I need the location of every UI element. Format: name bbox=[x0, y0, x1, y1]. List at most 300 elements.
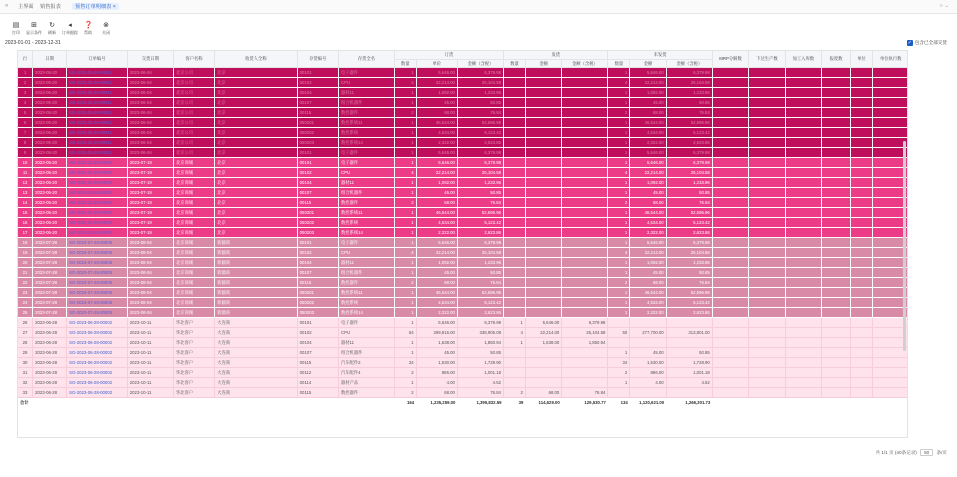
cell-no[interactable]: SO-2023-07-28-00005 bbox=[67, 277, 128, 287]
cell-no[interactable]: SO-2023-05-20-00011 bbox=[67, 107, 128, 117]
cell-ddate: 2023-10-11 bbox=[127, 327, 173, 337]
cell-empty bbox=[749, 287, 785, 297]
cell-empty bbox=[785, 207, 821, 217]
cell-ua: 50.85 bbox=[666, 187, 712, 197]
cell-no[interactable]: SO-2023-07-28-00005 bbox=[67, 257, 128, 267]
cell-empty bbox=[785, 307, 821, 317]
table-row[interactable] bbox=[18, 127, 908, 137]
group-header-ordered: 订货 bbox=[394, 51, 503, 59]
cell-empty bbox=[851, 147, 873, 157]
cell-sq bbox=[504, 127, 526, 137]
table-row[interactable] bbox=[18, 97, 908, 107]
cell-p: 45.00 bbox=[416, 97, 457, 107]
table-row[interactable] bbox=[18, 257, 908, 267]
cell-empty bbox=[822, 237, 851, 247]
cell-no[interactable]: SO-2023-05-20-00011 bbox=[67, 67, 128, 77]
column-header[interactable]: 数量 bbox=[608, 59, 630, 67]
column-header[interactable]: 加工入库数 bbox=[785, 51, 821, 67]
close-button[interactable] bbox=[95, 22, 117, 36]
cell-up: 46,544.00 bbox=[630, 117, 666, 127]
cell-no[interactable]: SO-2023-05-20-00008 bbox=[67, 227, 128, 237]
column-header[interactable]: 客户名称 bbox=[173, 51, 214, 67]
cell-no[interactable]: SO-2023-06-28-00002 bbox=[67, 337, 128, 347]
column-header[interactable]: 单位执行数 bbox=[872, 51, 908, 67]
cell-p: 1,092.00 bbox=[416, 177, 457, 187]
cell-empty bbox=[749, 67, 785, 77]
cell-n: 6 bbox=[18, 117, 33, 127]
cell-name: 器材11 bbox=[338, 337, 394, 347]
cell-sa bbox=[562, 107, 608, 117]
cell-sp bbox=[525, 267, 561, 277]
cell-p: 5,646.00 bbox=[416, 147, 457, 157]
group-header-unshipped: 未发货 bbox=[608, 51, 712, 59]
cell-n: 25 bbox=[18, 307, 33, 317]
cell-n: 30 bbox=[18, 357, 33, 367]
table-row[interactable] bbox=[18, 187, 908, 197]
cell-empty bbox=[749, 87, 785, 97]
cell-empty bbox=[851, 227, 873, 237]
table-row[interactable] bbox=[18, 227, 908, 237]
cell-no[interactable]: SO-2023-05-20-00011 bbox=[67, 147, 128, 157]
cell-sq bbox=[504, 247, 526, 257]
cell-empty bbox=[712, 387, 748, 397]
cell-q: 34 bbox=[394, 357, 416, 367]
cell-empty bbox=[851, 367, 873, 377]
cell-amt: 1,001.18 bbox=[457, 367, 503, 377]
cell-no[interactable]: SO-2023-07-28-00005 bbox=[67, 287, 128, 297]
cell-date: 2023-06-28 bbox=[33, 327, 67, 337]
cell-ddate: 2023-06-04 bbox=[127, 107, 173, 117]
column-header[interactable]: 收货人全称 bbox=[215, 51, 298, 67]
cell-sa bbox=[562, 147, 608, 157]
table-row[interactable] bbox=[18, 107, 908, 117]
cell-no[interactable]: SO-2023-07-28-00005 bbox=[67, 247, 128, 257]
cell-ddate: 2023-08-04 bbox=[127, 297, 173, 307]
cell-ua: 25,104.58 bbox=[666, 77, 712, 87]
cell-code: 00102 bbox=[297, 327, 338, 337]
cell-code: 00101 bbox=[297, 237, 338, 247]
cell-sa bbox=[562, 307, 608, 317]
table-row[interactable] bbox=[18, 117, 908, 127]
table-row[interactable] bbox=[18, 327, 908, 337]
cell-p: 46,544.00 bbox=[416, 207, 457, 217]
cell-n: 5 bbox=[18, 107, 33, 117]
cell-ddate: 2023-06-04 bbox=[127, 77, 173, 87]
toolbar-label: 显示条件 bbox=[26, 30, 42, 35]
table-row[interactable] bbox=[18, 277, 908, 287]
cell-amt: 1,728.90 bbox=[457, 357, 503, 367]
tab-menu-button[interactable]: » ⌄ bbox=[939, 3, 949, 9]
cell-date: 2023-05-20 bbox=[33, 167, 67, 177]
cell-q: 1 bbox=[394, 347, 416, 357]
cell-q: 1 bbox=[394, 177, 416, 187]
cell-ua: 1,001.18 bbox=[666, 367, 712, 377]
page-size-select[interactable]: 50 bbox=[920, 449, 933, 456]
cell-no[interactable]: SO-2023-06-28-00002 bbox=[67, 367, 128, 377]
column-header[interactable]: 金额（含税） bbox=[666, 59, 712, 67]
column-header[interactable]: 金额（含税） bbox=[562, 59, 608, 67]
cell-empty bbox=[872, 87, 908, 97]
cell-date: 2023-05-20 bbox=[33, 117, 67, 127]
cell-name: 数控系统 bbox=[338, 127, 394, 137]
cell-ua: 52,596.96 bbox=[666, 117, 712, 127]
cell-code: 050202 bbox=[297, 127, 338, 137]
cell-ddate: 2023-06-04 bbox=[127, 67, 173, 77]
cell-empty bbox=[712, 97, 748, 107]
cell-up: 1,092.00 bbox=[630, 87, 666, 97]
total-amt: 1,395,832.59 bbox=[457, 397, 503, 408]
cell-name: CPU bbox=[338, 167, 394, 177]
column-header[interactable]: 下达生产数 bbox=[749, 51, 785, 67]
toolbar-label: 刷新 bbox=[48, 30, 56, 35]
table-row[interactable] bbox=[18, 207, 908, 217]
cell-sa bbox=[562, 377, 608, 387]
cell-p: 5,646.00 bbox=[416, 67, 457, 77]
table-row[interactable] bbox=[18, 177, 908, 187]
cell-no[interactable]: SO-2023-05-20-00011 bbox=[67, 97, 128, 107]
cell-sa bbox=[562, 247, 608, 257]
table-row[interactable] bbox=[18, 137, 908, 147]
cell-empty bbox=[712, 367, 748, 377]
cell-empty bbox=[851, 327, 873, 337]
cell-recv: 新疆商 bbox=[215, 307, 298, 317]
cell-ua: 76.84 bbox=[666, 277, 712, 287]
cell-sa bbox=[562, 287, 608, 297]
cell-sa bbox=[562, 347, 608, 357]
column-header[interactable]: 存货编号 bbox=[297, 51, 338, 67]
cell-ua: 6,379.98 bbox=[666, 147, 712, 157]
table-row[interactable] bbox=[18, 197, 908, 207]
send-icon: ◂ bbox=[68, 22, 72, 29]
cell-empty bbox=[822, 327, 851, 337]
cell-date: 2023-05-20 bbox=[33, 97, 67, 107]
toolbar-label: 帮助 bbox=[84, 30, 92, 35]
cell-no[interactable]: SO-2023-05-20-00011 bbox=[67, 77, 128, 87]
cell-sq bbox=[504, 297, 526, 307]
cell-empty bbox=[851, 287, 873, 297]
cell-empty bbox=[712, 127, 748, 137]
table-row[interactable] bbox=[18, 77, 908, 87]
cell-recv: 北京 bbox=[215, 117, 298, 127]
column-header[interactable]: MRP分解数 bbox=[712, 51, 748, 67]
cell-empty bbox=[872, 367, 908, 377]
cell-name: 数控系统11 bbox=[338, 287, 394, 297]
cell-p: 1,638.00 bbox=[416, 337, 457, 347]
cell-ddate: 2023-10-11 bbox=[127, 347, 173, 357]
cell-recv: 北京 bbox=[215, 67, 298, 77]
cell-sa: 76.84 bbox=[562, 387, 608, 397]
table-row[interactable] bbox=[18, 87, 908, 97]
tab-sales-report[interactable]: 销售报表 bbox=[40, 4, 61, 10]
cell-empty bbox=[785, 367, 821, 377]
total-sp: 114,629.00 bbox=[525, 397, 561, 408]
cell-empty bbox=[712, 117, 748, 127]
cell-no[interactable]: SO-2023-06-28-00002 bbox=[67, 357, 128, 367]
cell-amt: 76.84 bbox=[457, 277, 503, 287]
cell-empty bbox=[872, 107, 908, 117]
cell-no[interactable]: SO-2023-07-28-00005 bbox=[67, 237, 128, 247]
cell-n: 13 bbox=[18, 187, 33, 197]
cell-amt: 6,379.98 bbox=[457, 147, 503, 157]
cell-no[interactable]: SO-2023-05-20-00008 bbox=[67, 157, 128, 167]
cell-amt: 2,623.86 bbox=[457, 307, 503, 317]
cell-amt: 52,596.96 bbox=[457, 207, 503, 217]
table-row[interactable] bbox=[18, 147, 908, 157]
cell-ddate: 2023-10-11 bbox=[127, 317, 173, 327]
cell-up: 68.00 bbox=[630, 197, 666, 207]
column-header[interactable]: 存货全名 bbox=[338, 51, 394, 67]
cell-ua: 52,596.96 bbox=[666, 287, 712, 297]
cell-ua: 52,596.96 bbox=[666, 207, 712, 217]
cell-code: 050202 bbox=[297, 217, 338, 227]
cell-empty bbox=[851, 157, 873, 167]
cell-empty bbox=[872, 357, 908, 367]
column-header[interactable]: 金额 bbox=[630, 59, 666, 67]
cell-sq: 1 bbox=[504, 317, 526, 327]
cell-no[interactable]: SO-2023-07-28-00005 bbox=[67, 307, 128, 317]
table-row[interactable] bbox=[18, 167, 908, 177]
cell-code: 00101 bbox=[297, 67, 338, 77]
cell-date: 2023-05-20 bbox=[33, 137, 67, 147]
table-row[interactable] bbox=[18, 157, 908, 167]
cell-amt: 6,379.98 bbox=[457, 67, 503, 77]
cell-uq: 1 bbox=[608, 377, 630, 387]
cell-code: 050201 bbox=[297, 117, 338, 127]
cell-amt: 50.85 bbox=[457, 347, 503, 357]
cell-amt: 338,905.08 bbox=[457, 327, 503, 337]
cell-empty bbox=[822, 127, 851, 137]
cell-uq: 1 bbox=[608, 257, 630, 267]
cell-q: 1 bbox=[394, 97, 416, 107]
cell-no[interactable]: SO-2023-06-28-00002 bbox=[67, 387, 128, 397]
cell-up: 68.00 bbox=[630, 107, 666, 117]
table-row[interactable] bbox=[18, 337, 908, 347]
cell-uq: 1 bbox=[608, 147, 630, 157]
total-sq: 39 bbox=[504, 397, 526, 408]
cell-ua: 1,728.90 bbox=[666, 357, 712, 367]
cell-empty bbox=[785, 87, 821, 97]
table-row[interactable] bbox=[18, 347, 908, 357]
cell-date: 2023-05-20 bbox=[33, 197, 67, 207]
cell-ddate: 2023-07-19 bbox=[127, 157, 173, 167]
cell-code: 050201 bbox=[297, 287, 338, 297]
cell-recv: 北京 bbox=[215, 87, 298, 97]
cell-empty bbox=[851, 127, 873, 137]
cell-date: 2023-05-20 bbox=[33, 157, 67, 167]
tab-bar bbox=[0, 0, 957, 14]
cell-date: 2023-06-28 bbox=[33, 357, 67, 367]
cell-uq: 1 bbox=[608, 127, 630, 137]
table-row[interactable] bbox=[18, 67, 908, 77]
cell-empty bbox=[712, 297, 748, 307]
cell-ddate: 2023-07-19 bbox=[127, 167, 173, 177]
vertical-scrollbar[interactable] bbox=[903, 141, 906, 351]
column-header[interactable]: 金额（含税） bbox=[457, 59, 503, 67]
cell-sp: 5,646.00 bbox=[525, 317, 561, 327]
table-row[interactable] bbox=[18, 377, 908, 387]
cell-up bbox=[630, 337, 666, 347]
cell-empty bbox=[851, 247, 873, 257]
tab-home[interactable]: 主界面 bbox=[18, 4, 34, 10]
cell-recv: 北京 bbox=[215, 177, 298, 187]
cell-empty bbox=[872, 117, 908, 127]
column-header[interactable]: 金额 bbox=[525, 59, 561, 67]
cell-sq: 1 bbox=[504, 337, 526, 347]
cell-up: 46,544.00 bbox=[630, 287, 666, 297]
cell-name: CPU bbox=[338, 247, 394, 257]
cell-empty bbox=[749, 317, 785, 327]
cell-no[interactable]: SO-2023-05-20-00011 bbox=[67, 87, 128, 97]
cell-no[interactable]: SO-2023-07-28-00005 bbox=[67, 297, 128, 307]
cell-code: 00114 bbox=[297, 377, 338, 387]
cell-empty bbox=[822, 277, 851, 287]
cell-no[interactable]: SO-2023-05-20-00008 bbox=[67, 187, 128, 197]
column-header[interactable]: 数量 bbox=[504, 59, 526, 67]
table-row[interactable] bbox=[18, 217, 908, 227]
tab-close-icon[interactable]: × bbox=[112, 4, 116, 10]
cell-no[interactable]: SO-2023-05-20-00008 bbox=[67, 177, 128, 187]
cell-n: 29 bbox=[18, 347, 33, 357]
cell-sp bbox=[525, 127, 561, 137]
cell-empty bbox=[785, 67, 821, 77]
cell-amt: 25,104.58 bbox=[457, 247, 503, 257]
cell-code: 00104 bbox=[297, 337, 338, 347]
cell-no[interactable]: SO-2023-05-20-00008 bbox=[67, 207, 128, 217]
cell-uq: 4 bbox=[608, 247, 630, 257]
cell-cust: 北京商城 bbox=[173, 207, 214, 217]
cell-sp bbox=[525, 117, 561, 127]
cell-sp bbox=[525, 67, 561, 77]
column-header[interactable]: 行 bbox=[18, 51, 33, 67]
cell-no[interactable]: SO-2023-06-28-00002 bbox=[67, 317, 128, 327]
cell-cust: 华北客户 bbox=[173, 377, 214, 387]
cell-sp: 1,638.00 bbox=[525, 337, 561, 347]
column-header[interactable]: 交货日期 bbox=[127, 51, 173, 67]
column-header[interactable]: 订单编号 bbox=[67, 51, 128, 67]
cell-q: 1 bbox=[394, 127, 416, 137]
cell-no[interactable]: SO-2023-06-28-00002 bbox=[67, 347, 128, 357]
cell-cust: 北京商城 bbox=[173, 177, 214, 187]
cell-empty bbox=[712, 357, 748, 367]
include-delivered-checkbox[interactable] bbox=[907, 40, 947, 46]
cell-p: 4,534.00 bbox=[416, 297, 457, 307]
cell-p: 45.00 bbox=[416, 267, 457, 277]
column-header[interactable]: 数量 bbox=[394, 59, 416, 67]
cell-empty bbox=[872, 127, 908, 137]
table-row[interactable] bbox=[18, 387, 908, 397]
cell-empty bbox=[822, 177, 851, 187]
cell-ua: 4.52 bbox=[666, 377, 712, 387]
cell-sp bbox=[525, 187, 561, 197]
cell-uq: 1 bbox=[608, 117, 630, 127]
cell-n: 22 bbox=[18, 277, 33, 287]
cell-empty bbox=[712, 157, 748, 167]
tab-presale-detail[interactable] bbox=[72, 3, 119, 10]
cell-no[interactable]: SO-2023-05-20-00008 bbox=[67, 217, 128, 227]
cell-no[interactable]: SO-2023-05-20-00011 bbox=[67, 137, 128, 147]
cell-recv: 大连商 bbox=[215, 337, 298, 347]
table-row[interactable] bbox=[18, 367, 908, 377]
column-header[interactable]: 单位 bbox=[851, 51, 873, 67]
cell-recv: 新疆商 bbox=[215, 247, 298, 257]
cell-no[interactable]: SO-2023-05-20-00011 bbox=[67, 127, 128, 137]
table-row[interactable] bbox=[18, 267, 908, 277]
cell-no[interactable]: SO-2023-06-28-00002 bbox=[67, 327, 128, 337]
cell-code: 00107 bbox=[297, 97, 338, 107]
cell-cust: 北京公司 bbox=[173, 67, 214, 77]
cell-q: 1 bbox=[394, 307, 416, 317]
cell-sp bbox=[525, 177, 561, 187]
cell-no[interactable]: SO-2023-07-28-00005 bbox=[67, 267, 128, 277]
include-delivered-label: 包含已全部交货 bbox=[914, 40, 947, 46]
cell-uq: 2 bbox=[608, 107, 630, 117]
cell-up: 4,534.00 bbox=[630, 127, 666, 137]
cell-empty bbox=[749, 247, 785, 257]
cell-date: 2023-05-20 bbox=[33, 67, 67, 77]
table-row[interactable] bbox=[18, 357, 908, 367]
cell-ua bbox=[666, 387, 712, 397]
cell-no[interactable]: SO-2023-05-20-00011 bbox=[67, 117, 128, 127]
date-range[interactable]: 2023-01-01 - 2023-12-31 bbox=[5, 40, 61, 46]
cell-sa bbox=[562, 87, 608, 97]
cell-cust: 北京商城 bbox=[173, 167, 214, 177]
column-header[interactable]: 单价 bbox=[416, 59, 457, 67]
column-header[interactable]: 报废数 bbox=[822, 51, 851, 67]
table-row[interactable] bbox=[18, 237, 908, 247]
cell-ddate: 2023-07-19 bbox=[127, 227, 173, 237]
cell-name: 器材11 bbox=[338, 257, 394, 267]
cell-up: 2,322.00 bbox=[630, 307, 666, 317]
tab-scroll-left-button[interactable]: « bbox=[5, 3, 9, 9]
cell-amt: 2,623.86 bbox=[457, 137, 503, 147]
cell-p: 4,534.00 bbox=[416, 127, 457, 137]
cell-empty bbox=[872, 67, 908, 77]
cell-sp bbox=[525, 97, 561, 107]
column-header[interactable]: 日期 bbox=[33, 51, 67, 67]
table-row[interactable] bbox=[18, 247, 908, 257]
cell-uq: 1 bbox=[608, 207, 630, 217]
cell-sa bbox=[562, 357, 608, 367]
cell-empty bbox=[872, 397, 908, 408]
cell-empty bbox=[785, 327, 821, 337]
table-row[interactable] bbox=[18, 307, 908, 317]
table-row[interactable] bbox=[18, 317, 908, 327]
table-row[interactable] bbox=[18, 287, 908, 297]
cell-date: 2023-07-28 bbox=[33, 287, 67, 297]
cell-uq: 1 bbox=[608, 87, 630, 97]
cell-empty bbox=[712, 207, 748, 217]
cell-sp bbox=[525, 167, 561, 177]
cell-sq bbox=[504, 347, 526, 357]
cell-ddate: 2023-08-04 bbox=[127, 247, 173, 257]
cell-no[interactable]: SO-2023-05-20-00008 bbox=[67, 167, 128, 177]
cell-q: 1 bbox=[394, 297, 416, 307]
cell-uq: 1 bbox=[608, 307, 630, 317]
cell-name: 数控器件 bbox=[338, 197, 394, 207]
cell-no[interactable]: SO-2023-05-20-00008 bbox=[67, 197, 128, 207]
cell-ua: 50.85 bbox=[666, 347, 712, 357]
cell-empty bbox=[822, 117, 851, 127]
cell-sp bbox=[525, 107, 561, 117]
table-row[interactable] bbox=[18, 297, 908, 307]
cell-up: 886.00 bbox=[630, 367, 666, 377]
cell-empty bbox=[785, 247, 821, 257]
cell-sq bbox=[504, 77, 526, 87]
cell-name: 电子器件 bbox=[338, 237, 394, 247]
cell-amt: 25,104.58 bbox=[457, 167, 503, 177]
cell-ddate: 2023-08-04 bbox=[127, 267, 173, 277]
cell-no[interactable]: SO-2023-06-28-00002 bbox=[67, 377, 128, 387]
